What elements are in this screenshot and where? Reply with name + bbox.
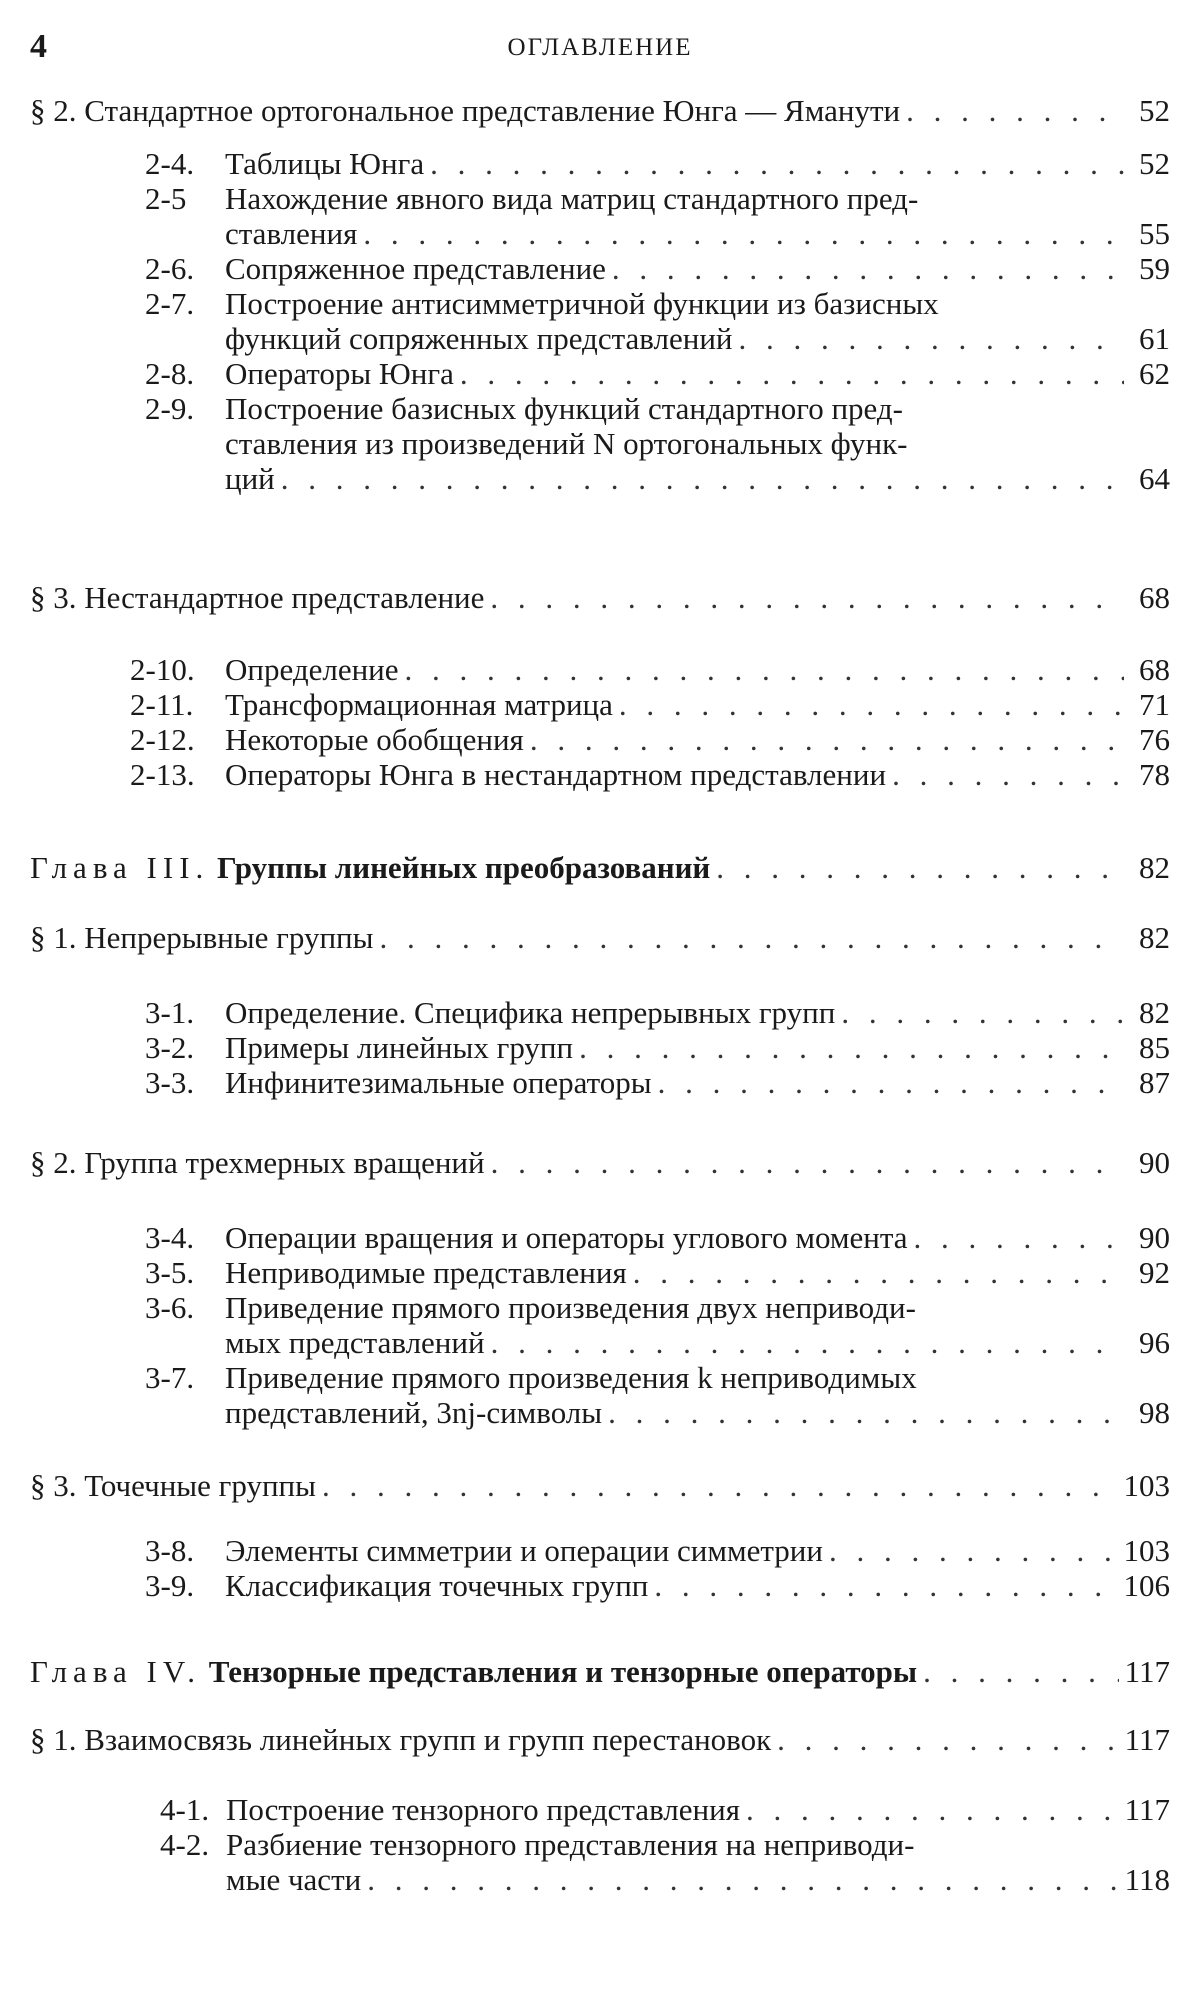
page-ref: 90: [1139, 1145, 1170, 1180]
running-title: ОГЛАВЛЕНИЕ: [507, 34, 693, 61]
section-number: § 2.: [30, 1145, 77, 1180]
entry-title: Построение базисных функций стандартного пред-: [225, 391, 903, 426]
entry-number: 4-2.: [160, 1827, 210, 1862]
section-title: Взаимосвязь линейных групп и групп перестановок: [84, 1722, 772, 1757]
page-ref: 118: [1124, 1862, 1170, 1897]
section-title: Непрерывные группы: [84, 920, 374, 955]
toc-entry: [145, 181, 1170, 251]
entry-title: Операторы Юнга: [225, 356, 454, 391]
leader-dots: [379, 920, 1124, 955]
leader-dots: [530, 722, 1124, 757]
page-ref: 82: [1139, 995, 1170, 1030]
entry-number: 2-9.: [145, 391, 195, 426]
toc-entry: [130, 652, 1170, 687]
leader-dots: [746, 1792, 1119, 1827]
entry-title: Определение: [225, 652, 399, 687]
entry-number: 3-8.: [145, 1533, 195, 1568]
entry-title-cont: ций: [225, 461, 275, 496]
section-number: § 3.: [30, 580, 77, 615]
entry-title: Инфинитезимальные операторы: [225, 1065, 652, 1100]
entry-title: Приведение прямого произведения k неприводимых: [225, 1360, 917, 1395]
leader-dots: [491, 1145, 1124, 1180]
page-ref: 85: [1139, 1030, 1170, 1065]
page-ref: 52: [1139, 146, 1170, 181]
entry-number: 3-1.: [145, 995, 195, 1030]
section-title: Стандартное ортогональное представление Юнга — Яманути: [84, 93, 901, 128]
page-ref: 106: [1123, 1568, 1170, 1603]
entry-title-cont: мых представлений: [225, 1325, 485, 1360]
leader-dots: [322, 1468, 1118, 1503]
page-ref: 68: [1139, 580, 1170, 615]
entry-title-cont: ставления из произведений N ортогональных функ-: [225, 426, 908, 461]
page-ref: 117: [1124, 1654, 1170, 1689]
leader-dots: [490, 580, 1124, 615]
page-ref: 52: [1139, 93, 1170, 128]
chapter-title: Группы линейных преобразований: [217, 850, 711, 885]
toc-entry: [160, 1792, 1170, 1827]
toc-entry: [145, 1255, 1170, 1290]
entry-title: Трансформационная матрица: [225, 687, 613, 722]
page-ref: 62: [1139, 356, 1170, 391]
page-ref: 64: [1139, 461, 1170, 496]
leader-dots: [906, 93, 1124, 128]
entry-title: Таблицы Юнга: [225, 146, 425, 181]
page-ref: 78: [1139, 757, 1170, 792]
entry-number: 2-7.: [145, 286, 195, 321]
leader-dots: [579, 1030, 1124, 1065]
entry-number: 2-8.: [145, 356, 195, 391]
toc-entry: [145, 356, 1170, 391]
entry-title: Классификация точечных групп: [225, 1568, 649, 1603]
entry-title: Примеры линейных групп: [225, 1030, 574, 1065]
section-number: § 1.: [30, 920, 77, 955]
leader-dots: [363, 216, 1124, 251]
section-title: Группа трехмерных вращений: [84, 1145, 485, 1180]
leader-dots: [777, 1722, 1118, 1757]
toc-section: [30, 1468, 1170, 1503]
entry-number: 2-5: [145, 181, 187, 216]
entry-number: 2-4.: [145, 146, 195, 181]
toc-entry: [145, 995, 1170, 1030]
toc-section: [30, 1145, 1170, 1180]
toc-entry: [145, 251, 1170, 286]
page-number: 4: [30, 28, 47, 65]
toc-entry: [145, 1290, 1170, 1360]
leader-dots: [829, 1533, 1118, 1568]
leader-dots: [841, 995, 1124, 1030]
entry-title: Неприводимые представления: [225, 1255, 627, 1290]
page-ref: 90: [1139, 1220, 1170, 1255]
toc-entry: [160, 1827, 1170, 1897]
toc-entry: [145, 1065, 1170, 1100]
entry-title-cont: функций сопряженных представлений: [225, 321, 733, 356]
toc-entry: [130, 722, 1170, 757]
toc-entry: [145, 1360, 1170, 1430]
entry-title: Разбиение тензорного представления на неприводи-: [226, 1827, 915, 1862]
leader-dots: [914, 1220, 1125, 1255]
toc-entry: [145, 1568, 1170, 1603]
section-number: § 1.: [30, 1722, 77, 1757]
leader-dots: [608, 1395, 1124, 1430]
leader-dots: [739, 321, 1124, 356]
entry-title-cont: представлений, 3nj-символы: [225, 1395, 603, 1430]
toc-section: [30, 1722, 1170, 1757]
entry-number: 3-7.: [145, 1360, 195, 1395]
entry-number: 2-12.: [130, 722, 195, 757]
page-ref: 68: [1139, 652, 1170, 687]
entry-title: Операторы Юнга в нестандартном представлении: [225, 757, 887, 792]
toc-entry: [145, 391, 1170, 496]
page-ref: 87: [1139, 1065, 1170, 1100]
page-ref: 98: [1139, 1395, 1170, 1430]
page-ref: 117: [1124, 1722, 1170, 1757]
toc-section: [30, 920, 1170, 955]
page-ref: 103: [1123, 1533, 1170, 1568]
page-ref: 92: [1139, 1255, 1170, 1290]
entry-title: Приведение прямого произведения двух неприводи-: [225, 1290, 916, 1325]
leader-dots: [892, 757, 1124, 792]
toc-entry: [145, 1533, 1170, 1568]
toc-chapter: [30, 850, 1170, 885]
leader-dots: [923, 1654, 1119, 1689]
section-title: Точечные группы: [84, 1468, 316, 1503]
section-number: § 2.: [30, 93, 77, 128]
page-ref: 82: [1139, 850, 1170, 885]
entry-number: 3-4.: [145, 1220, 195, 1255]
entry-number: 3-6.: [145, 1290, 195, 1325]
section-title: Нестандартное представление: [84, 580, 485, 615]
entry-number: 2-13.: [130, 757, 195, 792]
page-ref: 82: [1139, 920, 1170, 955]
leader-dots: [658, 1065, 1124, 1100]
entry-title: Операции вращения и операторы углового момента: [225, 1220, 908, 1255]
leader-dots: [491, 1325, 1124, 1360]
entry-title: Нахождение явного вида матриц стандартного пред-: [225, 181, 919, 216]
entry-number: 3-2.: [145, 1030, 195, 1065]
leader-dots: [612, 251, 1124, 286]
entry-number: 2-11.: [130, 687, 194, 722]
chapter-prefix: Глава IV.: [30, 1654, 202, 1689]
entry-title: Элементы симметрии и операции симметрии: [225, 1533, 823, 1568]
page-header: [30, 28, 1170, 78]
entry-title-cont: мые части: [226, 1862, 362, 1897]
entry-title: Некоторые обобщения: [225, 722, 524, 757]
page-ref: 96: [1139, 1325, 1170, 1360]
chapter-title: Тензорные представления и тензорные операторы: [208, 1654, 918, 1689]
toc-section: [30, 580, 1170, 615]
toc-entry: [130, 687, 1170, 722]
page-ref: 117: [1124, 1792, 1170, 1827]
toc-chapter: [30, 1654, 1170, 1689]
page-ref: 61: [1139, 321, 1170, 356]
page-ref: 103: [1123, 1468, 1170, 1503]
leader-dots: [405, 652, 1124, 687]
page-ref: 71: [1139, 687, 1170, 722]
entry-title-cont: ставления: [225, 216, 358, 251]
page-ref: 55: [1139, 216, 1170, 251]
toc-entry: [145, 1220, 1170, 1255]
entry-title: Сопряженное представление: [225, 251, 606, 286]
entry-number: 2-6.: [145, 251, 195, 286]
entry-title: Построение тензорного представления: [226, 1792, 740, 1827]
page-ref: 59: [1139, 251, 1170, 286]
entry-number: 3-3.: [145, 1065, 195, 1100]
entry-title: Построение антисимметричной функции из базисных: [225, 286, 939, 321]
entry-number: 3-9.: [145, 1568, 195, 1603]
entry-number: 3-5.: [145, 1255, 195, 1290]
toc-entry: [145, 146, 1170, 181]
toc-entry: [145, 1030, 1170, 1065]
leader-dots: [633, 1255, 1124, 1290]
entry-title: Определение. Специфика непрерывных групп: [225, 995, 836, 1030]
leader-dots: [654, 1568, 1117, 1603]
entry-number: 4-1.: [160, 1792, 210, 1827]
leader-dots: [460, 356, 1124, 391]
toc-entry: [130, 757, 1170, 792]
entry-number: 2-10.: [130, 652, 195, 687]
leader-dots: [281, 461, 1124, 496]
toc-entry: [145, 286, 1170, 356]
chapter-prefix: Глава III.: [30, 850, 210, 885]
leader-dots: [619, 687, 1124, 722]
page-ref: 76: [1139, 722, 1170, 757]
section-number: § 3.: [30, 1468, 77, 1503]
toc-section: [30, 93, 1170, 128]
leader-dots: [716, 850, 1124, 885]
leader-dots: [430, 146, 1124, 181]
leader-dots: [367, 1862, 1118, 1897]
